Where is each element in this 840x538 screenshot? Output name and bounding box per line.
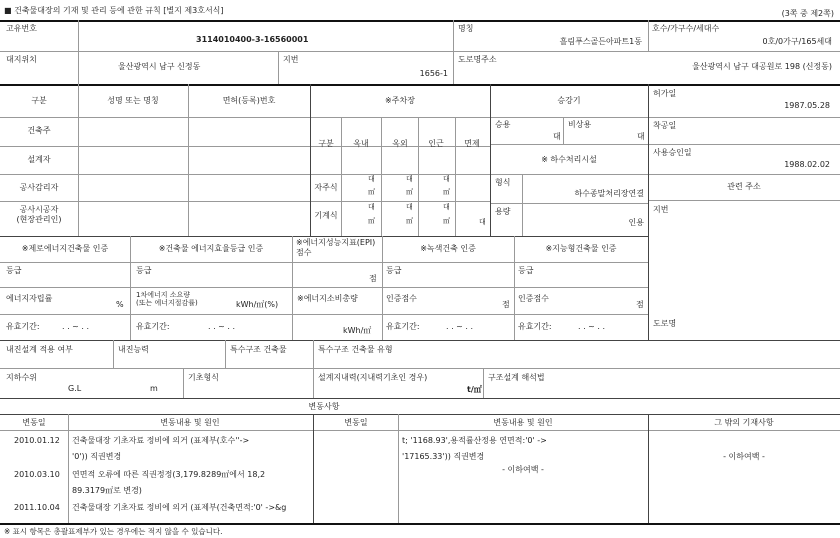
sewage-cap-label: 용량 <box>495 207 511 216</box>
parking-row-self: 자주식 <box>314 183 338 192</box>
parking-unit: 대 <box>406 175 413 183</box>
changes-col-date-2: 변동일 <box>344 418 368 427</box>
permit-date-value: 1987.05.28 <box>784 101 830 110</box>
zero-valid-label: 유효기간: <box>6 322 40 331</box>
smart-valid-value: . . ~ . . <box>578 322 606 331</box>
consume-unit: kWh/㎡ <box>343 326 372 335</box>
elevator-unit: 대 <box>637 132 645 141</box>
footnote: ※ 표시 항목은 총괄표제부가 있는 경우에는 적지 않을 수 있습니다. <box>4 527 223 536</box>
smart-point-unit: 점 <box>636 300 644 309</box>
road-value: 울산광역시 남구 대공원로 198 (신정동) <box>692 62 832 71</box>
reg-no-value: 3114010400-3-16560001 <box>196 35 309 44</box>
consume-label: ※에너지소비총량 <box>297 294 358 303</box>
parking-area-unit: ㎡ <box>368 188 375 196</box>
person-row-supervisor: 공사감리자 <box>19 183 59 192</box>
sewage-type-value: 하수종말처리장연결 <box>574 189 644 198</box>
other-end-marker: - 이하여백 - <box>723 452 765 461</box>
quake-design-label: 내진설계 적용 여부 <box>6 345 73 354</box>
energy-valid-label: 유효기간: <box>136 322 170 331</box>
related-lot-label: 지번 <box>653 205 669 214</box>
parking-area-unit: ㎡ <box>443 217 450 225</box>
energy-valid-value: . . ~ . . <box>208 322 236 331</box>
change-content-right: t; '1168.93',용적률산정용 연면적:'0' -> <box>402 436 547 445</box>
change-date: 2010.01.12 <box>14 436 60 445</box>
related-address-title: 관련 주소 <box>727 182 761 191</box>
start-date-label: 착공일 <box>653 121 677 130</box>
lot-value: 1656-1 <box>419 69 448 78</box>
epi-score: ※에너지성능지표(EPI) 점수 <box>296 238 376 257</box>
person-row-designer: 설계자 <box>27 155 51 164</box>
site-value: 울산광역시 남구 신정동 <box>118 62 201 71</box>
change-content-right: '17165.33')) 직권변경 <box>402 452 485 461</box>
gl-unit: m <box>150 384 158 393</box>
change-content: 연면적 오류에 따른 직권정정(3,179.8289㎡에서 18,2 <box>72 470 266 479</box>
form-title: ■ 건축물대장의 기재 및 관리 등에 관한 규칙 [별지 제3호서식] <box>4 6 224 15</box>
parking-unit: 대 <box>406 203 413 211</box>
parking-col-kind: 구분 <box>318 139 334 148</box>
epi-point-unit: 점 <box>369 274 377 283</box>
parking-area-unit: ㎡ <box>406 188 413 196</box>
lot-label: 지번 <box>283 55 299 64</box>
change-end-marker: - 이하여백 - <box>502 465 544 474</box>
changes-title: 변동사항 <box>308 402 340 411</box>
parking-col-outdoor: 옥외 <box>392 139 408 148</box>
road-label: 도로명주소 <box>458 55 497 64</box>
approve-date-value: 1988.02.02 <box>784 160 830 169</box>
parking-unit: 대 <box>368 175 375 183</box>
approve-date-label: 사용승인일 <box>653 148 692 157</box>
smart-valid-label: 유효기간: <box>518 322 552 331</box>
parking-unit: 대 <box>368 203 375 211</box>
zero-energy-cert: ※제로에너지건축물 인증 <box>21 244 109 253</box>
change-content: 건축물대장 기초자료 정비에 의거 (표제부(호수''-> <box>72 436 250 445</box>
smart-grade-label: 등급 <box>518 266 534 275</box>
green-valid-value: . . ~ . . <box>446 322 474 331</box>
reg-no-label: 고유번호 <box>6 24 37 33</box>
bearing-unit: t/㎡ <box>467 385 482 394</box>
parking-unit: 대 <box>443 203 450 211</box>
green-grade-label: 등급 <box>386 266 402 275</box>
elevator-unit: 대 <box>553 132 561 141</box>
changes-col-date: 변동일 <box>22 418 46 427</box>
parking-area-unit: ㎡ <box>368 217 375 225</box>
quake-capacity-label: 내진능력 <box>118 345 149 354</box>
analysis-method-label: 구조설계 해석법 <box>488 373 545 382</box>
persons-col-kind: 구분 <box>31 96 47 105</box>
special-structure-type-label: 특수구조 건축물 유형 <box>318 345 393 354</box>
site-label: 대지위치 <box>6 55 37 64</box>
parking-unit: 대 <box>443 175 450 183</box>
parking-col-indoor: 옥내 <box>353 139 369 148</box>
special-structure-label: 특수구조 건축물 <box>230 345 287 354</box>
change-content: 건축물대장 기초자료 정비에 의거 (표제부(건축면적:'0' ->&g <box>72 503 287 512</box>
changes-col-content-2: 변동내용 및 원인 <box>493 418 553 427</box>
foundation-label: 기초형식 <box>188 373 219 382</box>
units-value: 0호/0가구/165세대 <box>762 37 832 46</box>
changes-col-content: 변동내용 및 원인 <box>160 418 220 427</box>
name-value: 흘림푸스골든아파트1동 <box>559 37 642 46</box>
parking-unit: 대 <box>479 218 486 226</box>
elevator-passenger-label: 승용 <box>495 120 511 129</box>
gl-label: G.L <box>68 384 82 393</box>
green-valid-label: 유효기간: <box>386 322 420 331</box>
name-label: 명칭 <box>458 24 474 33</box>
units-label: 호수/가구수/세대수 <box>652 24 720 33</box>
self-rate-label: 에너지자립률 <box>6 294 53 303</box>
energy-grade-cert: ※건축물 에너지효율등급 인증 <box>158 244 264 253</box>
green-score-label: 인증점수 <box>386 294 417 303</box>
sewage-title: ※ 하수처리시설 <box>541 155 597 164</box>
changes-col-other: 그 밖의 기재사항 <box>714 418 774 427</box>
zero-grade-label: 등급 <box>6 266 22 275</box>
page-indicator: (3쪽 중 제2쪽) <box>781 9 834 18</box>
person-row-builder: 공사시공자 (현장관리인) <box>16 205 62 224</box>
parking-title: ※주차장 <box>385 96 415 105</box>
change-date: 2010.03.10 <box>14 470 60 479</box>
person-row-owner: 건축주 <box>27 126 51 135</box>
green-point-unit: 점 <box>502 300 510 309</box>
sewage-type-label: 형식 <box>495 178 511 187</box>
change-content: '0')) 직권변경 <box>72 452 122 461</box>
persons-col-license: 면허(등록)번호 <box>222 96 276 105</box>
green-cert: ※녹색건축 인증 <box>420 244 476 253</box>
parking-col-near: 인근 <box>428 139 444 148</box>
primary-energy-unit: kWh/㎡(%) <box>236 300 279 309</box>
permit-date-label: 허가일 <box>653 89 677 98</box>
parking-row-mech: 기계식 <box>314 211 338 220</box>
persons-col-name: 성명 또는 명칭 <box>107 96 159 105</box>
change-date: 2011.10.04 <box>14 503 60 512</box>
self-rate-unit: % <box>116 300 124 309</box>
bearing-label: 설계지내력(지내력기초인 경우) <box>318 373 428 382</box>
smart-cert: ※지능형건축물 인증 <box>545 244 617 253</box>
parking-area-unit: ㎡ <box>406 217 413 225</box>
change-content: 89.3179㎡로 변경) <box>72 486 142 495</box>
parking-col-exempt: 면제 <box>464 139 480 148</box>
smart-score-label: 인증점수 <box>518 294 549 303</box>
groundwater-label: 지하수위 <box>6 373 37 382</box>
parking-area-unit: ㎡ <box>443 188 450 196</box>
sewage-cap-unit: 인용 <box>628 218 644 227</box>
elevator-emergency-label: 비상용 <box>568 120 592 129</box>
primary-energy-label: 1차에너지 소요량 (또는 에너지절감률) <box>136 291 198 307</box>
zero-valid-value: . . ~ . . <box>62 322 90 331</box>
related-road-label: 도로명 <box>653 319 677 328</box>
elevator-title: 승강기 <box>557 96 581 105</box>
energy-grade-label: 등급 <box>136 266 152 275</box>
